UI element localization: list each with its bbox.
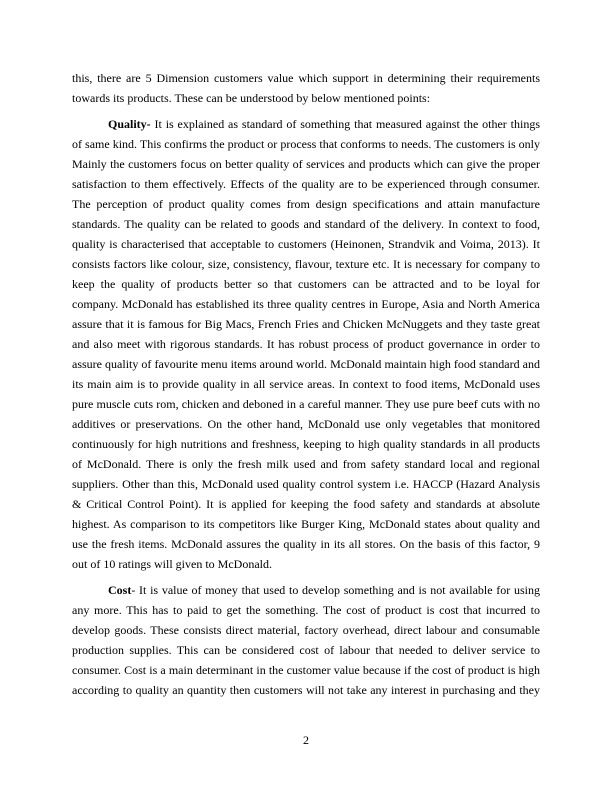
quality-line: keep the quality of products better so that customers can be attracted and to be loyal for (72, 277, 540, 291)
quality-line: consists factors like colour, size, consistency, flavour, texture etc. It is necessary for company to (72, 257, 540, 271)
quality-line: satisfaction to them effectively. Effects of the quality are to be experienced through consumer. (72, 177, 540, 191)
quality-line: pure muscle cuts rom, chicken and deboned in a careful manner. They use pure beef cuts with no (72, 397, 540, 411)
cost-line: any more. This has to paid to get the something. The cost of product is cost that incurred to (72, 603, 540, 617)
quality-line: Mainly the customers focus on better quality of services and products which can give the proper (72, 157, 540, 171)
quality-line: out of 10 ratings will given to McDonald. (72, 557, 272, 571)
cost-line: consumer. Cost is a main determinant in the customer value because if the cost of product is high (72, 663, 540, 677)
quality-first-line-text: It is explained as standard of something that measured against the other things (150, 117, 540, 131)
quality-first-line (108, 114, 540, 134)
quality-line: suppliers. Other than this, McDonald used quality control system i.e. HACCP (Hazard Analysis (72, 477, 540, 491)
cost-first-line-text: - It is value of money that used to develop something and is not available for using (131, 583, 540, 597)
intro-line-1: this, there are 5 Dimension customers value which support in determining their requirements (72, 71, 540, 85)
quality-line: company. McDonald has established its three quality centres in Europe, Asia and North America (72, 297, 540, 311)
quality-line: additives or preservations. On the other hand, McDonald use only vegetables that monitored (72, 417, 540, 431)
quality-line: continuously for high nutritions and freshness, keeping to high quality standards in all products (72, 437, 540, 451)
quality-line: The perception of product quality comes from design specifications and attain manufacture (72, 197, 540, 211)
intro-line-2: towards its products. These can be understood by below mentioned points: (72, 91, 431, 105)
cost-line: develop goods. These consists direct material, factory overhead, direct labour and consumable (72, 623, 540, 637)
quality-line: assure quality of favourite menu items around world. McDonald maintain high food standard and (72, 357, 540, 371)
quality-line: standards. The quality can be related to goods and standard of the delivery. In context to food, (72, 217, 540, 231)
quality-line: its main aim is to provide quality in all service areas. In context to food items, McDonald uses (72, 377, 540, 391)
cost-first-line (108, 580, 540, 600)
quality-line: use the fresh items. McDonald assures the quality in its all stores. On the basis of this factor, 9 (72, 537, 540, 551)
quality-line: of McDonald. There is only the fresh milk used and from safety standard local and regional (72, 457, 540, 471)
quality-line: assure that it is famous for Big Macs, French Fries and Chicken McNuggets and they taste great (72, 317, 540, 331)
quality-line: of same kind. This confirms the product or process that conforms to needs. The customers is only (72, 137, 540, 151)
cost-line: production supplies. This can be considered cost of labour that needed to deliver service to (72, 643, 540, 657)
cost-line: according to quality an quantity then customers will not take any interest in purchasing and they (72, 683, 540, 697)
quality-line: highest. As comparison to its competitors like Burger King, McDonald states about quality and (72, 517, 540, 531)
quality-line: & Critical Control Point). It is applied for keeping the food safety and standards at absolute (72, 497, 540, 511)
quality-heading: Quality- (108, 117, 151, 131)
cost-heading: Cost (108, 583, 132, 597)
page-number: 2 (303, 733, 309, 747)
quality-line: quality is characterised that acceptable to customers (Heinonen, Strandvik and Voima, 2013). It (72, 237, 540, 251)
quality-line: and also meet with rigorous standards. It has robust process of product governance in order to (72, 337, 540, 351)
